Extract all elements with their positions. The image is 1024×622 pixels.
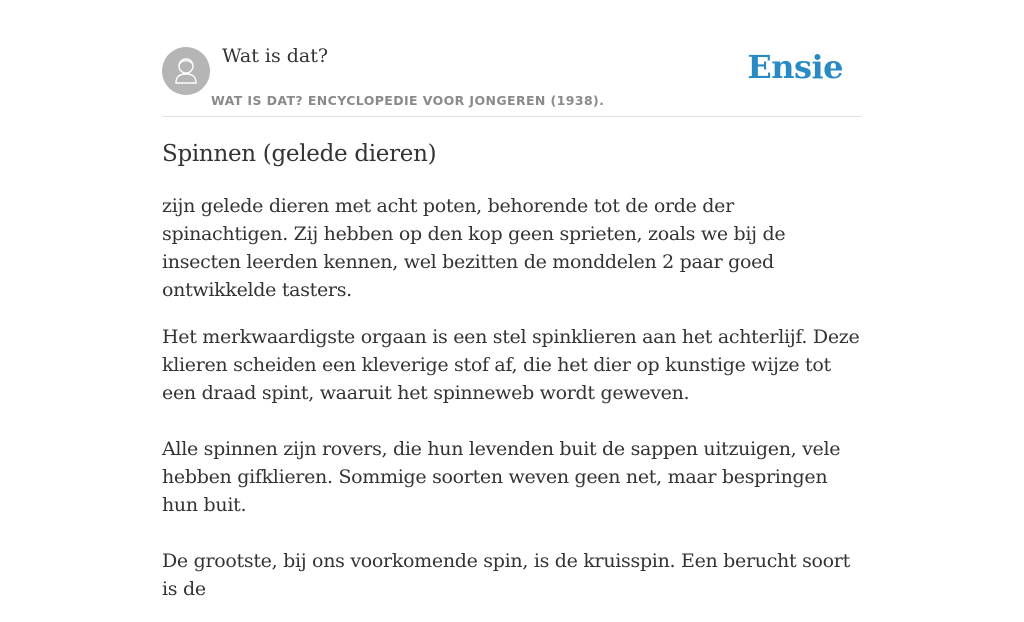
article-paragraph: De grootste, bij ons voorkomende spin, is de kruisspin. Een berucht soort is de xyxy=(162,550,850,600)
paragraph-gap xyxy=(162,519,862,547)
article-title: Spinnen (gelede dieren) xyxy=(162,141,437,167)
article-paragraph: Het merkwaardigste orgaan is een stel spinklieren aan het achterlijf. Deze klieren scheiden een kleverige stof af, die het dier op kunstige wijze tot een draad spint, waaruit het spinneweb wordt geweven. xyxy=(162,326,860,404)
source-header xyxy=(162,0,862,117)
article-paragraph: zijn gelede dieren met acht poten, behorende tot de orde der spinachtigen. Zij hebben op den kop geen sprieten, zoals we bij de insecten leerden kennen, wel bezitten de monddelen 2 paar goed ontwikkelde tasters. xyxy=(162,195,786,301)
source-subtitle[interactable]: WAT IS DAT? ENCYCLOPEDIE VOOR JONGEREN (1938). xyxy=(211,93,605,108)
ensie-logo[interactable]: Ensie xyxy=(747,48,843,86)
source-title[interactable]: Wat is dat? xyxy=(222,45,329,67)
paragraph-gap xyxy=(162,407,862,435)
article-paragraph: Alle spinnen zijn rovers, die hun levenden buit de sappen uitzuigen, vele hebben gifklieren. Sommige soorten weven geen net, maar bespringen hun buit. xyxy=(162,438,841,516)
user-silhouette-icon xyxy=(162,47,210,95)
article xyxy=(162,136,862,622)
